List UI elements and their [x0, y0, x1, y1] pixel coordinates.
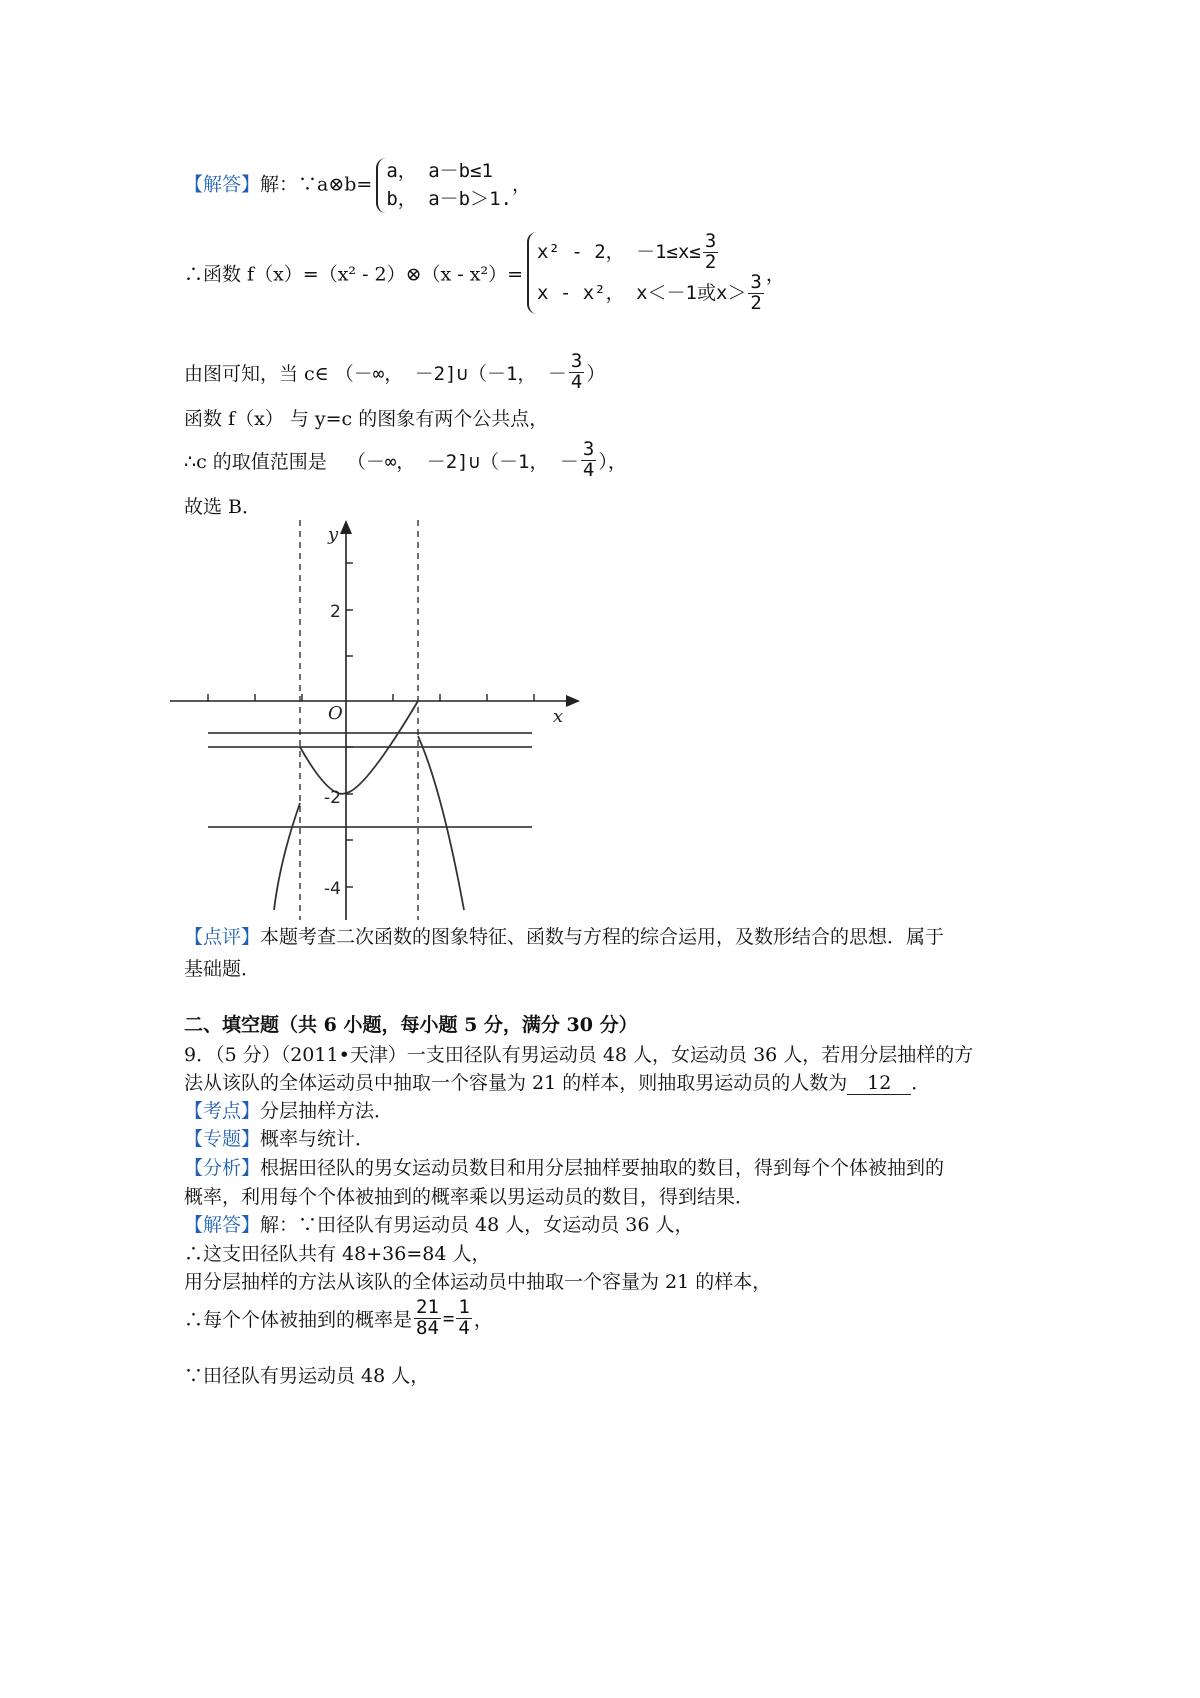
x-ticks	[208, 694, 534, 701]
frac-num: 3	[570, 350, 583, 372]
review-tag: 【点评】	[184, 926, 261, 948]
frac-num: 1	[458, 1296, 470, 1318]
jieda2-tag: 【解答】	[184, 1214, 261, 1236]
jieda2-line-3: 用分层抽样的方法从该队的全体运动员中抽取一个容量为 21 的样本，	[184, 1271, 772, 1293]
choose-line: 故选 B．	[184, 496, 262, 518]
q9-line-2	[184, 1068, 930, 1095]
jieda2-text-1: 解：∵田径队有男运动员 48 人，女运动员 36 人，	[260, 1214, 694, 1236]
fenxi-text-1: 根据田径队的男女运动员数目和用分层抽样要抽取的数目，得到每个个体被抽到的	[260, 1157, 945, 1179]
zhuanti-text: 概率与统计．	[260, 1128, 375, 1150]
curve-left	[274, 803, 300, 910]
frac-3-4-b	[581, 440, 596, 481]
function-case-1: x² - 2， －1≤x≤	[537, 240, 701, 263]
frac-den: 84	[416, 1316, 439, 1339]
function-prefix: ∴函数 f（x）=（x² - 2）⊗（x - x²）=	[184, 263, 524, 286]
jieda2-line-1	[184, 1210, 694, 1237]
answer-line	[184, 158, 531, 213]
answer-tail: ，	[512, 173, 532, 196]
frac-den: 2	[704, 250, 717, 273]
x-axis-arrow	[566, 695, 580, 707]
review-text-1: 本题考查二次函数的图象特征、函数与方程的综合运用，及数形结合的思想．属于	[260, 926, 945, 948]
frac-3-4-a	[569, 352, 584, 393]
jieda2-suffix: ，	[473, 1308, 493, 1331]
range1-interval: （－∞， －2]∪（－1， －	[334, 362, 567, 385]
answer-lead: 解：∵a⊗b=	[260, 173, 373, 196]
jieda2-line-2: ∴这支田径队共有 48+36=84 人，	[184, 1243, 491, 1265]
range-line-2	[184, 440, 627, 481]
frac-1-4	[456, 1298, 471, 1339]
frac-num: 3	[582, 438, 595, 460]
kaodian-line	[184, 1096, 393, 1123]
range2-prefix: ∴c 的取值范围是	[184, 450, 327, 473]
x-axis-label: x	[553, 706, 564, 727]
frac-21-84	[414, 1298, 441, 1339]
function-tail: ，	[765, 263, 785, 286]
frac-den: 2	[750, 291, 762, 314]
jieda2-line-4	[184, 1298, 493, 1339]
q9-line-1: 9．（5 分）（2011•天津）一支田径队有男运动员 48 人，女运动员 36 人，若用分层抽样的方	[184, 1044, 974, 1066]
q9-prefix: 法从该队的全体运动员中抽取一个容量为 21 的样本，则抽取男运动员的人数为	[184, 1072, 848, 1094]
fenxi-line-2: 概率，利用每个个体被抽到的概率乘以男运动员的数目，得到结果．	[184, 1186, 755, 1208]
q9-suffix: ．	[911, 1072, 931, 1094]
frac-3-2-b	[748, 270, 763, 314]
q9-answer: 12	[847, 1072, 911, 1095]
y-ticks	[346, 563, 353, 887]
common-points-line: 函数 f（x） 与 y=c 的图象有两个公共点，	[184, 408, 549, 430]
tick-label-minus-2: -2	[324, 788, 341, 808]
equals-sign: =	[442, 1307, 455, 1330]
case-2: b， a－b＞1.	[386, 187, 512, 210]
range1-prefix: 由图可知，当 c∈	[184, 362, 329, 385]
frac-num: 21	[416, 1296, 439, 1318]
answer-tag: 【解答】	[184, 173, 261, 196]
function-case-2: x - x²， x＜－1或x＞	[537, 281, 747, 304]
range-line-1	[184, 352, 605, 393]
frac-den: 4	[582, 458, 595, 481]
y-axis-arrow	[340, 520, 352, 534]
zhuanti-line	[184, 1124, 374, 1151]
jieda2-prefix: ∴每个个体被抽到的概率是	[184, 1308, 413, 1331]
kaodian-tag: 【考点】	[184, 1100, 261, 1122]
frac-3-2-a	[703, 232, 718, 273]
frac-den: 4	[458, 1316, 470, 1339]
range1-close: ）	[586, 362, 606, 385]
zhuanti-tag: 【专题】	[184, 1128, 261, 1150]
frac-num: 3	[704, 230, 717, 252]
review-line-2: 基础题．	[184, 958, 261, 980]
fenxi-tag: 【分析】	[184, 1157, 261, 1179]
tick-label-2: 2	[330, 602, 341, 622]
frac-num: 3	[750, 270, 762, 293]
function-line	[184, 232, 785, 314]
frac-den: 4	[570, 370, 583, 393]
curve-right	[418, 736, 464, 910]
piecewise-def	[376, 158, 512, 213]
range2-close: ），	[598, 450, 627, 473]
fenxi-line-1	[184, 1153, 944, 1180]
piecewise-function	[527, 232, 766, 314]
origin-label: O	[328, 703, 343, 724]
section-heading: 二、填空题（共 6 小题，每小题 5 分，满分 30 分）	[184, 1014, 638, 1036]
function-graph	[180, 524, 620, 920]
review-line-1	[184, 922, 944, 949]
jieda2-line-5: ∵田径队有男运动员 48 人，	[184, 1365, 430, 1387]
case-1: a， a－b≤1	[386, 160, 493, 182]
kaodian-text: 分层抽样方法．	[260, 1100, 394, 1122]
tick-label-minus-4: -4	[324, 879, 341, 899]
y-axis-label: y	[328, 524, 339, 545]
range2-interval: （－∞， －2]∪（－1， －	[346, 450, 579, 473]
